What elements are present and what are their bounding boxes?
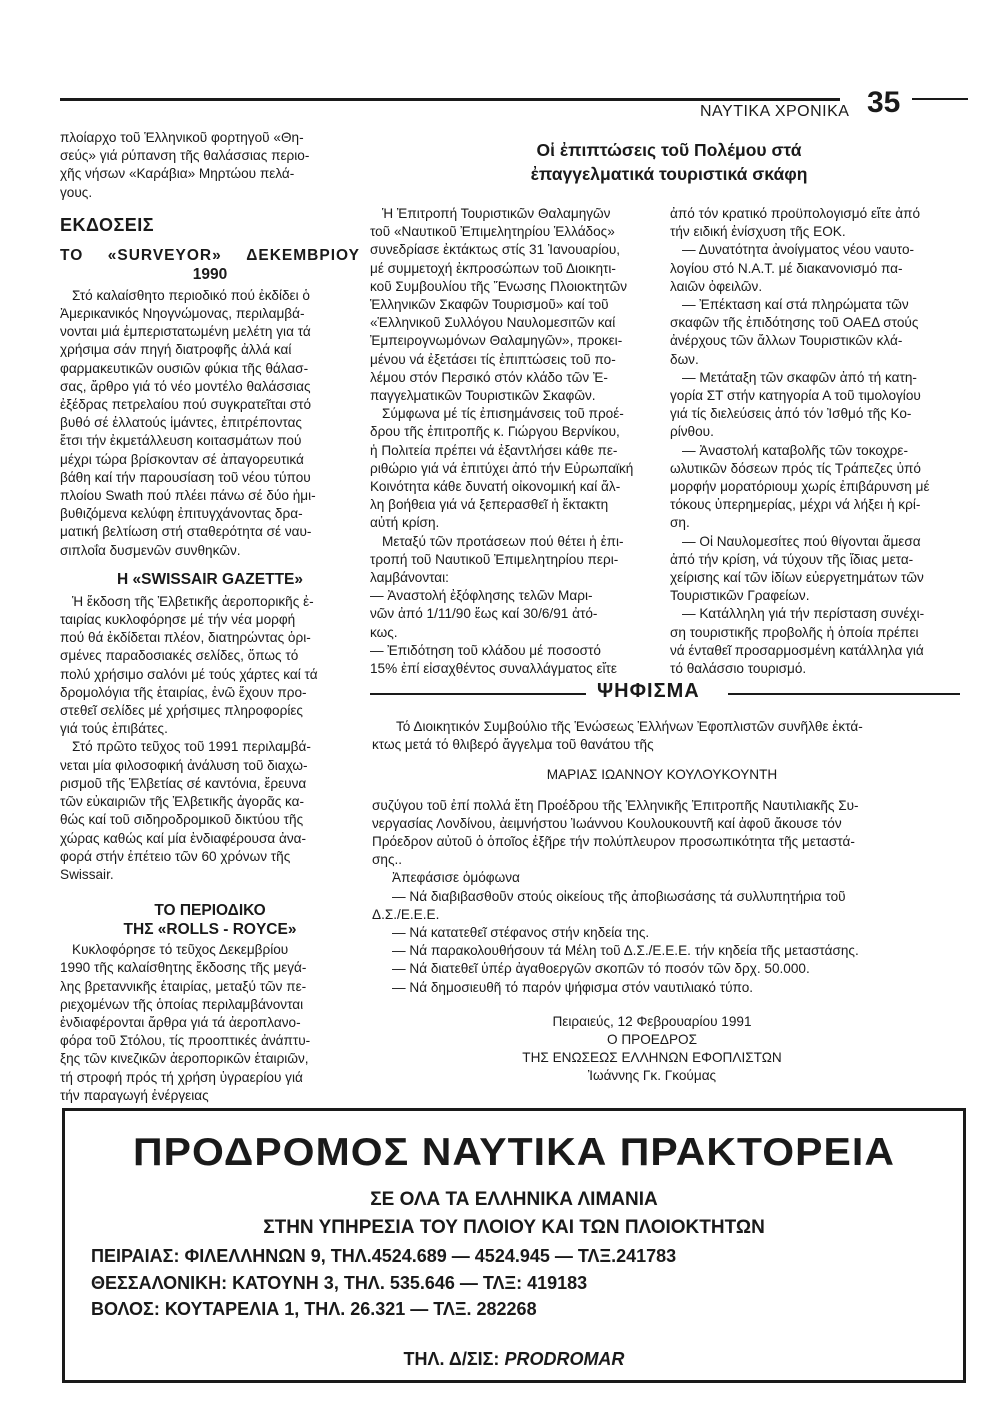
- article-line: κοῦ Συμβουλίου τῆς Ἕνωσης Πλοιοκτητῶν: [370, 278, 628, 294]
- rolls-line: τήν παραγωγή ἐνέργειας: [60, 1087, 209, 1103]
- article-line: τόκους ὑπερημερίας, μέχρι νά λήξει ἡ κρί-: [670, 497, 921, 513]
- rolls-line: ξης τῶν κινεζικῶν ἀεροπορικῶν ἑταιριῶν,: [60, 1051, 309, 1067]
- article-line: συνεδρίασε ἐκτάκτως στίς 31 Ἰανουαρίου,: [370, 242, 621, 258]
- article-line: λέμου στόν Περσικό στόν κλάδο τῶν Ἐ-: [370, 369, 608, 385]
- surveyor-line: φαρμακευτικῶν ουσιῶν φύκια τῆς θάλασ-: [60, 360, 309, 376]
- swissair-title: Η «SWISSAIR GAZETTE»: [116, 570, 304, 588]
- article-line: λη βοήθεια γιά νά ξεπερασθεῖ ἡ ἔκτακτη: [370, 497, 609, 513]
- article-line: μένου νά ἐξετάσει τίς ἐπιπτώσεις τοῦ πο-: [370, 351, 616, 367]
- rolls-line: φόρα τοῦ Στόλου, τίς προοπτικές ἀνάπτυ-: [60, 1033, 311, 1049]
- ad-cable-address: [65, 1349, 963, 1370]
- swissair-line: φορά στήν ἐπέτειο τῶν 60 χρόνων τῆς: [60, 848, 291, 864]
- deceased-name: ΜΑΡΙΑΣ ΙΩΑΝΝΟΥ ΚΟΥΛΟΥΚΟΥΝΤΗ: [546, 767, 778, 783]
- article-line: ἀπό τόν κρατικό προϋπολογισμό εἴτε ἀπό: [670, 206, 921, 221]
- psifisma-rule-left: [370, 693, 586, 695]
- article-line: ἀνέρχους τῶν ἄλλων Τουριστικῶν κλά-: [670, 333, 903, 349]
- article-line: γορία ΣΤ στήν κατηγορία Α τοῦ τιμολογίου: [670, 388, 921, 404]
- article-line: παγγελματικῶν Τουριστικῶν Σκαφῶν.: [370, 388, 596, 404]
- ad-contact-piraeus: ΠΕΙΡΑΙΑΣ: ΦΙΛΕΛΛΗΝΩΝ 9, ΤΗΛ.4524.689 — 4524.945 — ΤΛΞ.241783: [91, 1246, 677, 1266]
- swissair-line: ρισμοῦ τῆς Ἑλβετίας σέ καντόνια, ἔρευνα: [60, 775, 307, 791]
- psifisma-item: — Νά κατατεθεῖ στέφανος στήν κηδεία της.: [392, 925, 650, 941]
- intro-line: σεύς» γιά ρύπανση τῆς θαλάσσιας περιο-: [60, 148, 310, 164]
- article-line: «Ἑλληνικοῦ Συλλόγου Ναυλομεσιτῶν καί: [370, 315, 616, 331]
- signature-title: Ο ΠΡΟΕΔΡΟΣ: [607, 1032, 697, 1048]
- swissair-line: νεται μία φιλοσοφική ἀνάλυση τοῦ διαχω-: [60, 757, 308, 773]
- swissair-line: Swissair.: [60, 866, 114, 882]
- article-line: Σύμφωνα μέ τίς ἐπισημάνσεις τοῦ προέ-: [382, 406, 624, 422]
- article-line: ἡ Πολιτεία πρέπει νά ἐξαντλήσει κάθε πε-: [370, 442, 618, 458]
- header-rule-left: [60, 98, 840, 101]
- article-line: ση.: [670, 515, 690, 531]
- surveyor-line: μέχρι τώρα βρίσκονταν σέ ἀπαγορευτικά: [60, 451, 304, 467]
- article-line: ρίνθου.: [670, 424, 714, 440]
- signature-date: Πειραιεύς, 12 Φεβρουαρίου 1991: [552, 1013, 752, 1029]
- article-line: μορφήν μορατόριουμ χωρίς ἐπιβάρυνση μέ: [670, 479, 930, 495]
- psifisma-body-line: συζύγου τοῦ ἐπί πολλά ἔτη Προέδρου τῆς Ἑλληνικῆς Ἐπιτροπῆς Ναυτιλιακῆς Συ-: [372, 797, 859, 813]
- section-title-ekdoseis: ΕΚΔΟΣΕΙΣ: [60, 214, 155, 235]
- surveyor-title-year: 1990: [192, 265, 228, 283]
- article-line: Ἐμπειρογνωμόνων Θαλαμηγῶν», προκει-: [370, 333, 623, 349]
- psifisma-item: — Νά δημοσιευθῆ τό παρόν ψήφισμα στόν ναυτιλιακό τύπο.: [392, 979, 754, 995]
- signature-org: ΤΗΣ ΕΝΩΣΕΩΣ ΕΛΛΗΝΩΝ ΕΦΟΠΛΙΣΤΩΝ: [522, 1050, 782, 1066]
- article-line: ἀπό τήν κρίση, νά τύχουν τῆς ἴδιας μετα-: [670, 551, 914, 567]
- psifisma-body-line: νεργασίας Λονδίνου, ἀειμνήστου Ἰωάννου Κουλουκουντῆ καί ἀφοῦ ἄκουσε τόν: [372, 815, 842, 831]
- article-line: τροπή τοῦ Ναυτικοῦ Ἐπιμελητηρίου περι-: [370, 551, 619, 567]
- intro-line: χῆς νήσων «Καράβια» Μηρτώου πελά-: [60, 166, 295, 182]
- ad-contact-thessaloniki: ΘΕΣΣΑΛΟΝΙΚΗ: ΚΑΤΟΥΝΗ 3, ΤΗΛ. 535.646 — ΤΛΞ: 419183: [91, 1273, 588, 1293]
- article-line: — Οἱ Ναυλομεσίτες πού θίγονται ἄμεσα: [682, 533, 921, 549]
- rolls-line: ἐνδιαφέρονται ἄρθρα γιά τά ἀεροπλανο-: [60, 1014, 301, 1030]
- article-line: — Μετάταξη τῶν σκαφῶν ἀπό τή κατη-: [682, 369, 917, 385]
- surveyor-line: πλοίου Swath πού πλέει πάνω σέ δύο ἡμι-: [60, 488, 316, 504]
- article-line: λογίου στό Ν.Α.Τ. μέ διακανονισμό πα-: [670, 260, 903, 276]
- rolls-title-line2: ΤΗΣ «ROLLS - ROYCE»: [123, 921, 297, 939]
- surveyor-line: βυθό σέ ἐλλατούς ἱμάντες, ἐπιτρέποντας: [60, 415, 302, 431]
- ad-contact-volos: ΒΟΛΟΣ: ΚΟΥΤΑΡΕΛΙΑ 1, ΤΗΛ. 26.321 — ΤΛΞ. 282268: [91, 1299, 537, 1319]
- article-line: — Ἐπιδότηση τοῦ κλάδου μέ ποσοστό: [370, 642, 601, 658]
- psifisma-item: — Νά παρακολουθήσουν τά Μέλη τοῦ Δ.Σ./Ε.Ε.Ε. τήν κηδεία τῆς μεταστάσης.: [392, 943, 859, 959]
- rolls-title: ΤΟ ΠΕΡΙΟΔΙΚΟ: [154, 902, 266, 920]
- swissair-line: Στό πρῶτο τεῦχος τοῦ 1991 περιλαμβά-: [72, 739, 311, 755]
- article-line: — Δυνατότητα ἀνοίγματος νέου ναυτο-: [682, 242, 915, 258]
- psifisma-intro-line: Τό Διοικητικόν Συμβούλιο τῆς Ἑνώσεως Ἑλλήνων Ἐφοπλιστῶν συνῆλθε ἐκτά-: [396, 719, 863, 734]
- article-title: Οἱ ἐπιπτώσεις τοῦ Πολέμου στά: [536, 140, 802, 160]
- intro-line: γους.: [60, 184, 93, 200]
- psifisma-item: Δ.Σ./Ε.Ε.Ε.: [372, 906, 440, 922]
- article-line: Ἡ Ἐπιτροπή Τουριστικῶν Θαλαμηγῶν: [382, 206, 611, 221]
- ad-tagline-1: ΣΕ ΟΛΑ ΤΑ ΕΛΛΗΝΙΚΑ ΛΙΜΑΝΙΑ: [370, 1189, 658, 1210]
- article-line: — Ἀναστολή ἐξόφλησης τελῶν Μαρι-: [370, 588, 593, 604]
- article-line: νῶν ἀπό 1/11/90 ἕως καί 30/6/91 ἀτό-: [370, 606, 598, 622]
- article-line: Ἑλληνικῶν Σκαφῶν Τουρισμοῦ» καί τοῦ: [370, 297, 609, 313]
- rolls-line: ριεχομένων τῆς ὁποίας περιλαμβάνονται: [60, 996, 304, 1012]
- article-line: — Ἀναστολή καταβολῆς τῶν τοκοχρε-: [682, 442, 909, 458]
- article-title-line2: ἐπαγγελματικά τουριστικά σκάφη: [530, 164, 808, 184]
- advertisement-box: [62, 1108, 966, 1383]
- swissair-line: θώς καί τοῦ σιδηροδρομικοῦ δικτύου τῆς: [60, 812, 304, 828]
- surveyor-line: χρήσιμα σάν πηγή διατροφῆς ἀλλά καί: [60, 342, 292, 358]
- article-line: ωλυτικῶν δόσεων πρός τίς Τράπεζες ὑπό: [670, 460, 921, 476]
- ad-title: ΠΡΟΔΡΟΜΟΣ ΝΑΥΤΙΚΑ ΠΡΑΚΤΟΡΕΙΑ: [133, 1131, 895, 1174]
- psifisma-item: — Νά διατεθεῖ ὑπέρ ἀγαθοεργῶν σκοπῶν τό ποσόν τῶν δρχ. 50.000.: [392, 961, 810, 977]
- page-number: 35: [867, 86, 901, 119]
- rolls-line: 1990 τῆς καλαίσθητης ἔκδοσης τῆς μεγά-: [60, 960, 307, 976]
- surveyor-line: σιπλοΐα δυσμενῶν συνθηκῶν.: [60, 542, 241, 558]
- article-line: κως.: [370, 624, 398, 640]
- article-line: — Κατάλληλη γιά τήν περίσταση συνέχι-: [682, 606, 925, 622]
- article-line: τήν ειδική ἐνίσχυση τῆς ΕΟΚ.: [670, 224, 846, 240]
- surveyor-line: ἐξέδρας πετρελαίου πού συγκρατεῖται στό: [60, 397, 312, 413]
- psifisma-body-line: σης..: [372, 852, 403, 868]
- swissair-line: δρομολόγια τῆς ἑταιρίας, ἐνῶ ἔχουν προ-: [60, 684, 307, 700]
- article-line: — Ἐπέκταση καί στά πληρώματα τῶν: [682, 297, 909, 313]
- surveyor-line: σας, ἄρθρο γιά τό νέο μοντέλο θαλάσσιας: [60, 378, 311, 394]
- swissair-line: στεθεῖ σελίδες μέ χρήσιμες πληροφορίες: [60, 703, 303, 719]
- magazine-title: ΝΑΥΤΙΚΑ ΧΡΟΝΙΚΑ: [700, 103, 850, 120]
- surveyor-title: ΤΟ «SURVEYOR» ΔΕΚΕΜΒΡΙΟΥ: [60, 246, 360, 264]
- article-line: δων.: [670, 351, 699, 367]
- article-line: Τουριστικῶν Γραφείων.: [670, 588, 810, 604]
- psifisma-intro-line: κτως μετά τό θλιβερό ἄγγελμα τοῦ θανάτου τῆς: [372, 737, 654, 753]
- swissair-line: πολύ χρήσιμο σαλόνι μέ τούς χάρτες καί τά: [60, 666, 318, 682]
- article-line: λαιῶν ὀφειλῶν.: [670, 278, 763, 294]
- surveyor-line: Ἀμερικανικός Νηογνώμονας, περιλαμβά-: [60, 306, 305, 322]
- swissair-line: Ἡ ἔκδοση τῆς Ἑλβετικῆς ἀεροπορικῆς ἐ-: [72, 593, 314, 609]
- header-rule-right: [912, 98, 968, 100]
- article-line: τό θαλάσσιο τουρισμό.: [670, 661, 807, 677]
- surveyor-line: Στό καλαίσθητο περιοδικό πού ἐκδίδει ὁ: [72, 287, 310, 303]
- psifisma-title: ΨΗΦΙΣΜΑ: [587, 680, 710, 703]
- ad-cable-label: ΤΗΛ. Δ/ΣΙΣ:: [403, 1349, 500, 1369]
- swissair-line: πού θά ἐκδίδεται πλέον, διατηρώντας ὁρι-: [60, 630, 311, 646]
- article-line: ση τουριστικῆς προβολῆς ἡ ὁποία πρέπει: [670, 624, 919, 640]
- article-line: τοῦ «Ναυτικοῦ Ἐπιμελητηρίου Ἑλλάδος»: [370, 224, 615, 240]
- surveyor-line: ἔτσι τήν ἐκμετάλλευση κοιτασμάτων πού: [60, 433, 302, 449]
- article-line: νά ένταθεῖ προσαρμοσμένη κατάλληλα γιά: [670, 642, 924, 658]
- surveyor-line: βάθη καί τήν παρουσίαση τοῦ νέου τύπου: [60, 469, 311, 485]
- swissair-line: χώρας καθώς καί μία ἐνδιαφέρουσα ἀνα-: [60, 830, 307, 846]
- psifisma-item: — Νά διαβιβασθοῦν στούς οἰκείους τῆς ἀποβιωσάσης τά συλλυπητήρια τοῦ: [392, 888, 846, 904]
- surveyor-line: βυθιζόμενα κελύφη ἐπιτυγχάνοντας δρα-: [60, 506, 303, 522]
- rolls-line: τή στροφή πρός τή χρήση ὑγραερίου γιά: [60, 1069, 303, 1085]
- rolls-line: Κυκλοφόρησε τό τεῦχος Δεκεμβρίου: [72, 942, 289, 958]
- surveyor-line: ματική βελτίωση στή σταθερότητα σέ ναυ-: [60, 524, 312, 540]
- signature-block: [472, 1013, 832, 1086]
- left-column: [60, 129, 360, 1105]
- rolls-line: λης βρεταννικῆς ἑταιρίας, μεταξύ τῶν πε-: [60, 978, 307, 994]
- article-line: χείρισης καί τῶν ἰδίων εὐεργετημάτων τῶν: [670, 570, 924, 586]
- article-column-1: [370, 205, 658, 678]
- article-line: μέ συμμετοχή ἐκπροσώπων τοῦ Διοικητι-: [370, 260, 616, 276]
- swissair-line: σμένες παραδοσιακές σελίδες, ὅπως τό: [60, 648, 299, 664]
- ad-cable-value: PRODROMAR: [504, 1349, 625, 1369]
- psifisma-decided: Ἀπεφάσισε ὁμόφωνα: [392, 870, 520, 886]
- article-line: αὐτή κρίση.: [370, 515, 440, 531]
- intro-line: πλοίαρχο τοῦ Ἑλληνικοῦ φορτηγοῦ «Θη-: [60, 130, 304, 145]
- ad-tagline-2: ΣΤΗΝ ΥΠΗΡΕΣΙΑ ΤΟΥ ΠΛΟΙΟΥ ΚΑΙ ΤΩΝ ΠΛΟΙΟΚΤΗΤΩΝ: [263, 1217, 765, 1238]
- surveyor-line: νονται μιά ἐμπεριστατωμένη μελέτη για τά: [60, 324, 311, 340]
- article-line: δρου τῆς ἐπιτροπῆς κ. Γιώργου Βερνίκου,: [370, 424, 620, 440]
- article-line: ριθώριο γιά νά ἐπιτύχει ἀπό τήν Εὐρωπαϊκή: [370, 460, 634, 476]
- psifisma-body-line: Πρόεδρον αὐτοῦ ὁ ὁποῖος ἐξῆρε τήν πολύπλευρον προσωπικότητα τῆς μεταστά-: [372, 834, 855, 850]
- article-line: λαμβάνονται:: [370, 570, 449, 586]
- swissair-line: ταιρίας κυκλοφόρησε μέ τήν νέα μορφή: [60, 612, 296, 628]
- signature-name: Ἰωάννης Γκ. Γκούμας: [587, 1068, 717, 1084]
- article-line: σκαφῶν τῆς ἐπιδότησης τοῦ ΟΑΕΔ στούς: [670, 315, 919, 331]
- article-line: Μεταξύ τῶν προτάσεων πού θέτει ἡ ἐπι-: [382, 533, 624, 549]
- psifisma-body: [372, 718, 952, 1086]
- swissair-line: γιά τούς ἐπιβάτες.: [60, 721, 168, 737]
- article-line: Κοινότητα κάθε δυνατή οἰκονομική καί ἄλ-: [370, 479, 621, 495]
- swissair-line: τῶν εὐκαιριῶν τῆς Ἑλβετικῆς ἀγορᾶς κα-: [60, 794, 305, 810]
- article-column-2: [670, 205, 962, 678]
- psifisma-rule-right: [728, 693, 960, 695]
- article-line: γιά τίς διελεύσεις ἀπό τόν Ἰσθμό τῆς Κο-: [670, 406, 912, 422]
- article-line: 15% ἐπί εἰσαχθέντος συναλλάγματος εἴτε: [370, 661, 617, 677]
